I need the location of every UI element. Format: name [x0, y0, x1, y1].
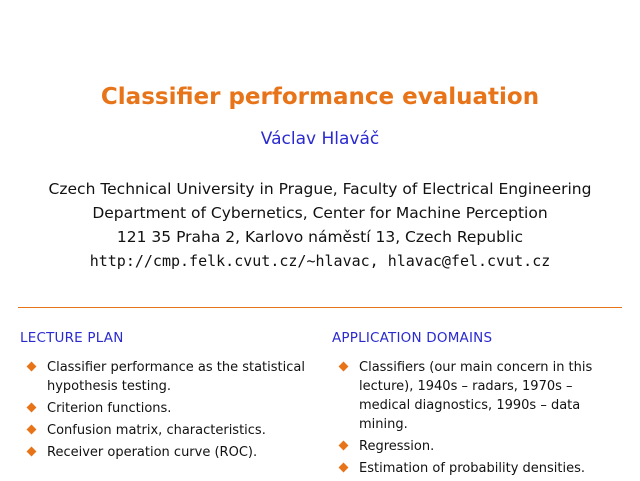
diamond-bullet-icon: [339, 441, 349, 451]
slide-title: Classifier performance evaluation: [100, 84, 540, 110]
list-item-text: Classifiers (our main concern in this lecture), 1940s – radars, 1970s – medical diagnostics, 1990s – data mining.: [359, 360, 593, 432]
list-item-text: Estimation of probability densities.: [359, 461, 586, 476]
divider-line: [18, 307, 622, 308]
diamond-bullet-icon: [27, 447, 37, 457]
list-item: [332, 358, 617, 434]
affiliation-department: Department of Cybernetics, Center for Machine Perception: [92, 204, 548, 222]
list-item: [332, 459, 617, 478]
list-item: [20, 358, 305, 396]
diamond-bullet-icon: [27, 425, 37, 435]
affiliation-university: Czech Technical University in Prague, Faculty of Electrical Engineering: [48, 180, 592, 198]
diamond-bullet-icon: [339, 362, 349, 372]
application-domains-heading: APPLICATION DOMAINS: [332, 330, 493, 346]
affiliation-block: [0, 177, 640, 273]
affiliation-contact: http://cmp.felk.cvut.cz/~hlavac, hlavac@fel.cvut.cz: [89, 252, 551, 270]
lecture-plan-heading: LECTURE PLAN: [20, 330, 124, 346]
list-item-text: Regression.: [359, 439, 435, 454]
author-name: Václav Hlaváč: [260, 129, 380, 149]
list-item-text: Criterion functions.: [47, 401, 172, 416]
list-item-text: Receiver operation curve (ROC).: [47, 445, 258, 460]
diamond-bullet-icon: [27, 362, 37, 372]
list-item: [332, 437, 617, 456]
application-domains-section: [332, 330, 617, 481]
list-item: [20, 399, 305, 418]
list-item: [20, 421, 305, 440]
lecture-plan-section: [20, 330, 305, 465]
list-item-text: Confusion matrix, characteristics.: [47, 423, 266, 438]
list-item-text: Classifier performance as the statistical hypothesis testing.: [47, 360, 305, 394]
diamond-bullet-icon: [339, 463, 349, 473]
application-domains-list: [332, 358, 617, 478]
affiliation-address: 121 35 Praha 2, Karlovo náměstí 13, Czech Republic: [116, 228, 524, 246]
lecture-plan-list: [20, 358, 305, 462]
diamond-bullet-icon: [27, 403, 37, 413]
list-item: [20, 443, 305, 462]
